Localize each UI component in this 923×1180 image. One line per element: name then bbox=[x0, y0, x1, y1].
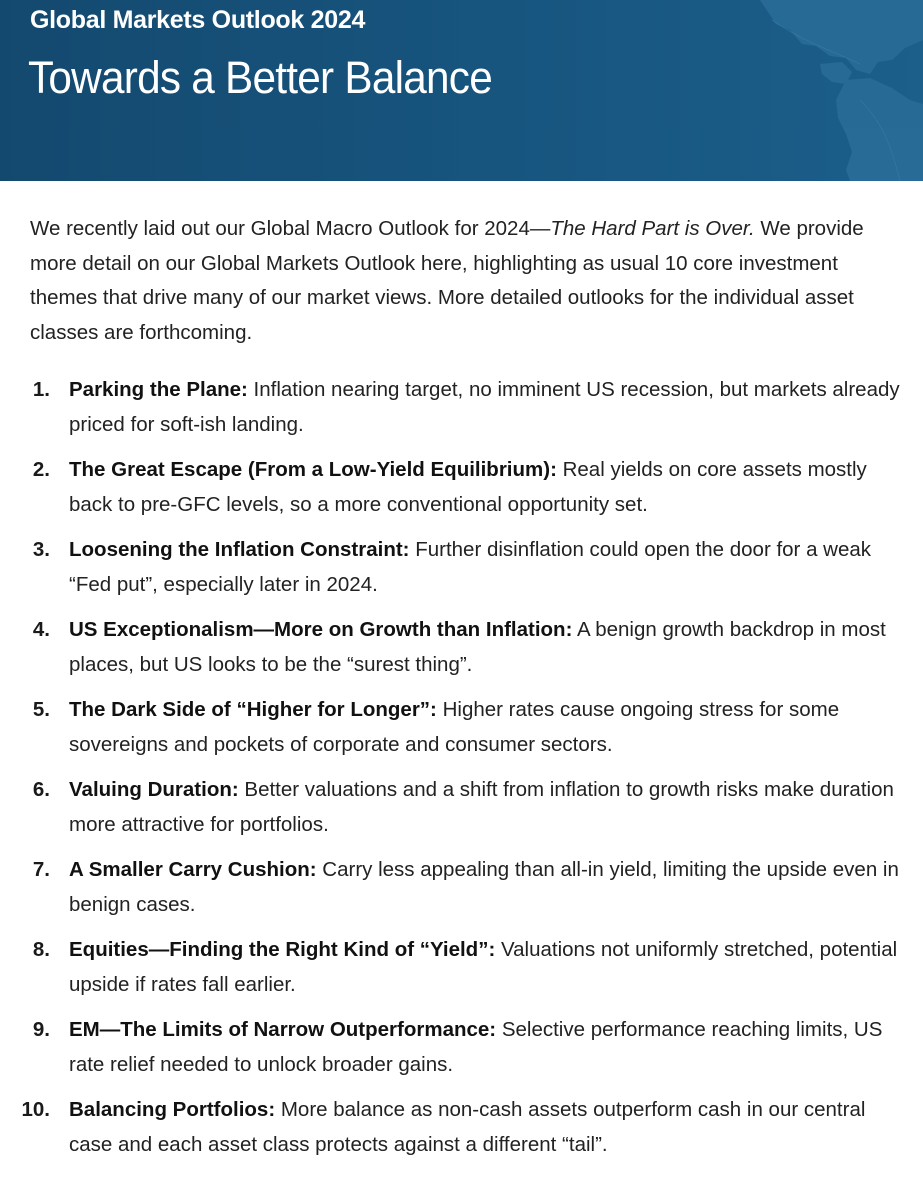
theme-body bbox=[69, 772, 909, 842]
theme-heading: US Exceptionalism—More on Growth than Inflation: bbox=[69, 618, 573, 641]
theme-heading: Equities—Finding the Right Kind of “Yield”: bbox=[69, 938, 496, 961]
theme-heading: A Smaller Carry Cushion: bbox=[69, 858, 317, 881]
intro-lead: We recently laid out our Global Macro Outlook for 2024— bbox=[30, 217, 551, 240]
theme-item bbox=[0, 1092, 923, 1172]
page-title: Towards a Better Balance bbox=[28, 52, 492, 103]
theme-body bbox=[69, 692, 909, 762]
theme-text: Valuations not uniformly stretched, potential upside if rates fall earlier. bbox=[69, 938, 898, 996]
themes-list bbox=[0, 372, 923, 1172]
theme-body bbox=[69, 1012, 909, 1082]
theme-body bbox=[69, 852, 909, 922]
theme-item bbox=[0, 452, 923, 532]
theme-item bbox=[0, 612, 923, 692]
theme-text: Carry less appealing than all-in yield, limiting the upside even in benign cases. bbox=[69, 858, 899, 916]
theme-item bbox=[0, 852, 923, 932]
theme-body bbox=[69, 1092, 909, 1162]
theme-heading: Valuing Duration: bbox=[69, 778, 239, 801]
theme-item bbox=[0, 932, 923, 1012]
theme-body bbox=[69, 612, 909, 682]
theme-item bbox=[0, 532, 923, 612]
theme-heading: The Dark Side of “Higher for Longer”: bbox=[69, 698, 437, 721]
theme-number: 4. bbox=[32, 618, 50, 641]
theme-number: 8. bbox=[32, 938, 50, 961]
theme-heading: Parking the Plane: bbox=[69, 378, 248, 401]
theme-number: 6. bbox=[32, 778, 50, 801]
theme-number: 2. bbox=[32, 458, 50, 481]
theme-text: A benign growth backdrop in most places, but US looks to be the “surest thing”. bbox=[69, 618, 886, 676]
header-banner bbox=[0, 0, 923, 181]
theme-text: Inflation nearing target, no imminent US recession, but markets already priced for soft-ish landing. bbox=[69, 378, 900, 436]
theme-number: 7. bbox=[32, 858, 50, 881]
theme-item bbox=[0, 692, 923, 772]
theme-text: Higher rates cause ongoing stress for some sovereigns and pockets of corporate and consumer sectors. bbox=[69, 698, 840, 756]
theme-number: 1. bbox=[32, 378, 50, 401]
theme-heading: EM—The Limits of Narrow Outperformance: bbox=[69, 1018, 497, 1041]
theme-heading: The Great Escape (From a Low-Yield Equilibrium): bbox=[69, 458, 557, 481]
theme-text: More balance as non-cash assets outperform cash in our central case and each asset class protects against a different “tail”. bbox=[69, 1098, 866, 1156]
theme-item bbox=[0, 1012, 923, 1092]
theme-item bbox=[0, 372, 923, 452]
theme-number: 5. bbox=[32, 698, 50, 721]
theme-text: Better valuations and a shift from inflation to growth risks make duration more attractive for portfolios. bbox=[69, 778, 894, 836]
theme-body bbox=[69, 532, 909, 602]
theme-body bbox=[69, 452, 909, 522]
theme-text: Real yields on core assets mostly back to pre-GFC levels, so a more conventional opportunity set. bbox=[69, 458, 867, 516]
macro-outlook-title: The Hard Part is Over. bbox=[550, 217, 755, 240]
intro-rest: We provide more detail on our Global Markets Outlook here, highlighting as usual 10 core investment themes that drive many of our market views. More detailed outlooks for the individual asset classes are forthcoming. bbox=[30, 217, 864, 344]
theme-body bbox=[69, 932, 909, 1002]
kicker-title: Global Markets Outlook 2024 bbox=[30, 6, 366, 34]
theme-heading: Balancing Portfolios: bbox=[69, 1098, 276, 1121]
theme-number: 9. bbox=[32, 1018, 50, 1041]
theme-item bbox=[0, 772, 923, 852]
theme-number: 10. bbox=[21, 1098, 50, 1121]
theme-number: 3. bbox=[32, 538, 50, 561]
theme-text: Further disinflation could open the door for a weak “Fed put”, especially later in 2024. bbox=[69, 538, 872, 596]
theme-text: Selective performance reaching limits, US rate relief needed to unlock broader gains. bbox=[69, 1018, 883, 1076]
theme-body bbox=[69, 372, 909, 442]
theme-heading: Loosening the Inflation Constraint: bbox=[69, 538, 410, 561]
intro-paragraph bbox=[30, 212, 900, 350]
